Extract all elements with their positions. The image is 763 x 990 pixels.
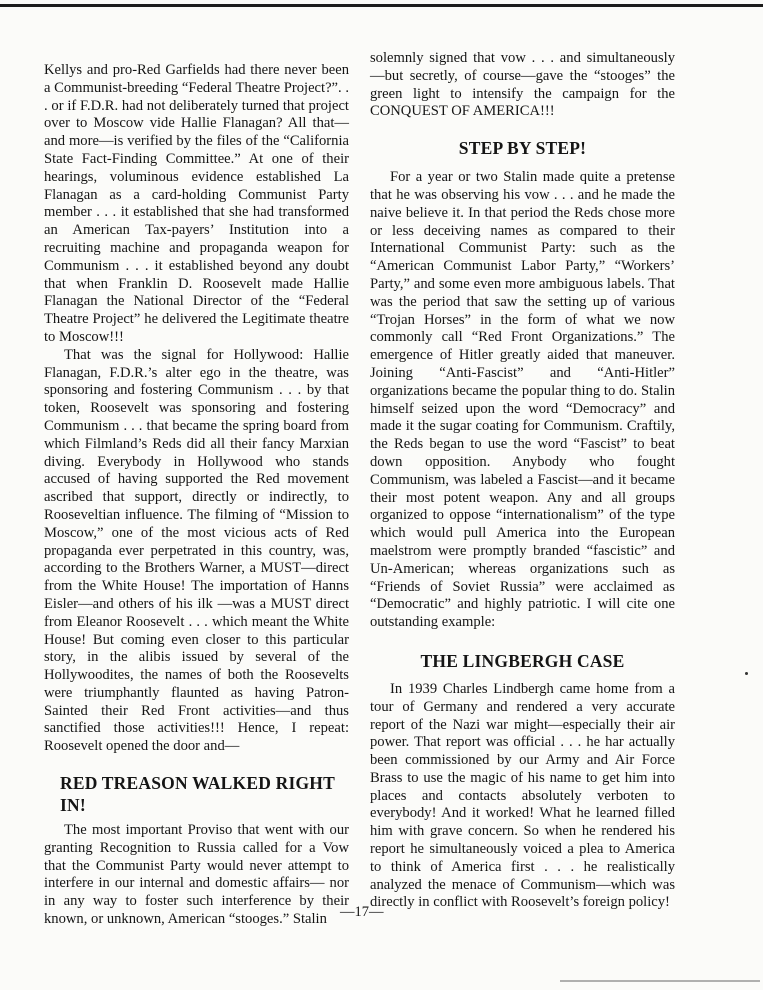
section-heading: THE LINGBERGH CASE [420,650,625,671]
top-rule [0,4,763,7]
bottom-rule [560,980,760,982]
section-heading: STEP BY STEP! [458,138,587,159]
paragraph: That was the signal for Hollywood: Hallie Flanagan, F.D.R.’s alter ego in the theatre, was sponsoring and fostering Communism . . . by that token, Roosevelt was sponsoring and fostering Communism . . . that became the spring board from which Filmland’s Reds did all their fancy Marxian diving. Everybody in Hollywood who stands accused of having supported the Red movement ascribed that support, directly or indirectly, to Rooseveltian influence. The filming of “Mission to Moscow,” one of the most vicious acts of Red propaganda ever perpetrated in this country, was, according to the Brothers Warner, a MUST—direct from the White House! The importation of Hanns Eisler—and others of his ilk —was a MUST direct from Eleanor Roosevelt . . . which meant the White House! But coming even closer to this particular story, in the alibis issued by several of the Hollywoodites, the names of both the Roosevelts were triumphantly flaunted as having Patron-Sainted their Red Front activities—and thus sanctified those activities!!! Hence, I repeat: Roosevelt opened the door and— [44,346,349,755]
left-column [44,62,349,929]
section-heading: RED TREASON WALKED RIGHT IN! [60,773,335,816]
paragraph: solemnly signed that vow . . . and simultaneously —but secretly, of course—gave the “stooges” the green light to intensify the campaign for the CONQUEST OF AMERICA!!! [370,50,675,120]
right-column [370,50,675,912]
scan-speck [745,672,748,675]
page-number: —17— [340,904,384,920]
paragraph: The most important Proviso that went with our granting Recognition to Russia called for a Vow that the Communist Party would never attempt to interfere in our internal and domestic affairs— nor in any way to foster such interference by their known, or unknown, American “stooges.” Stalin [44,822,349,928]
paragraph: In 1939 Charles Lindbergh came home from a tour of Germany and rendered a very accurate report of the Nazi war might—especially their air power. That report was official . . . he har actually been commissioned by our Army and Air Force Brass to use the magic of his name to get him into places and contacts absolutely verboten to everybody! And it worked! What he learned filled him with grave concern. So when he rendered his report he simultaneously voiced a plea to America to think of America first . . . he realistically analyzed the menace of Communism—which was directly in conflict with Roosevelt’s foreign policy! [370,680,675,911]
paragraph: For a year or two Stalin made quite a pretense that he was observing his vow . . . and he made the naive believe it. In that period the Reds chose more or less deceiving names as compared to their International Communist Party: such as the “American Communist Labor Party,” “Workers’ Party,” and some even more ambiguous labels. That was the period that saw the setting up of various “Trojan Horses” in the form of what we now commonly call “Red Front Organizations.” The emergence of Hitler greatly aided that maneuver. Joining “Anti-Fascist” and “Anti-Hitler” organizations became the popular thing to do. Stalin himself seized upon the word “Democracy” and made it the sugar coating for Communism. Craftily, the Reds began to use the word “Fascist” to beat down opposition. Anybody who fought Communism, was labeled a Fascist—and it became their most potent weapon. Any and all groups organized to oppose “internationalism” of the type which would pull America into the European maelstrom were promptly branded “fascistic” and Un-American; whereas organizations such as “Friends of Soviet Russia” were acclaimed as “Democratic” and highly patriotic. I will cite one outstanding example: [370,169,675,631]
paragraph: Kellys and pro-Red Garfields had there never been a Communist-breeding “Federal Theatre Project?”. . . or if F.D.R. had not deliberately turned that project over to Moscow vide Hallie Flanagan? All that—and more—is verified by the files of the “California State Fact-Finding Committee.” At one of their hearings, voluminous evidence established La Flanagan as a card-holding Communist Party member . . . it established that she had transformed an American Tax-payers’ Institution into a recruiting machine and propaganda weapon for Communism . . . it established beyond any doubt that when Franklin D. Roosevelt made Hallie Flanagan the National Director of the “Federal Theatre Project” he delivered the Legitimate theatre to Moscow!!! [44,62,349,345]
